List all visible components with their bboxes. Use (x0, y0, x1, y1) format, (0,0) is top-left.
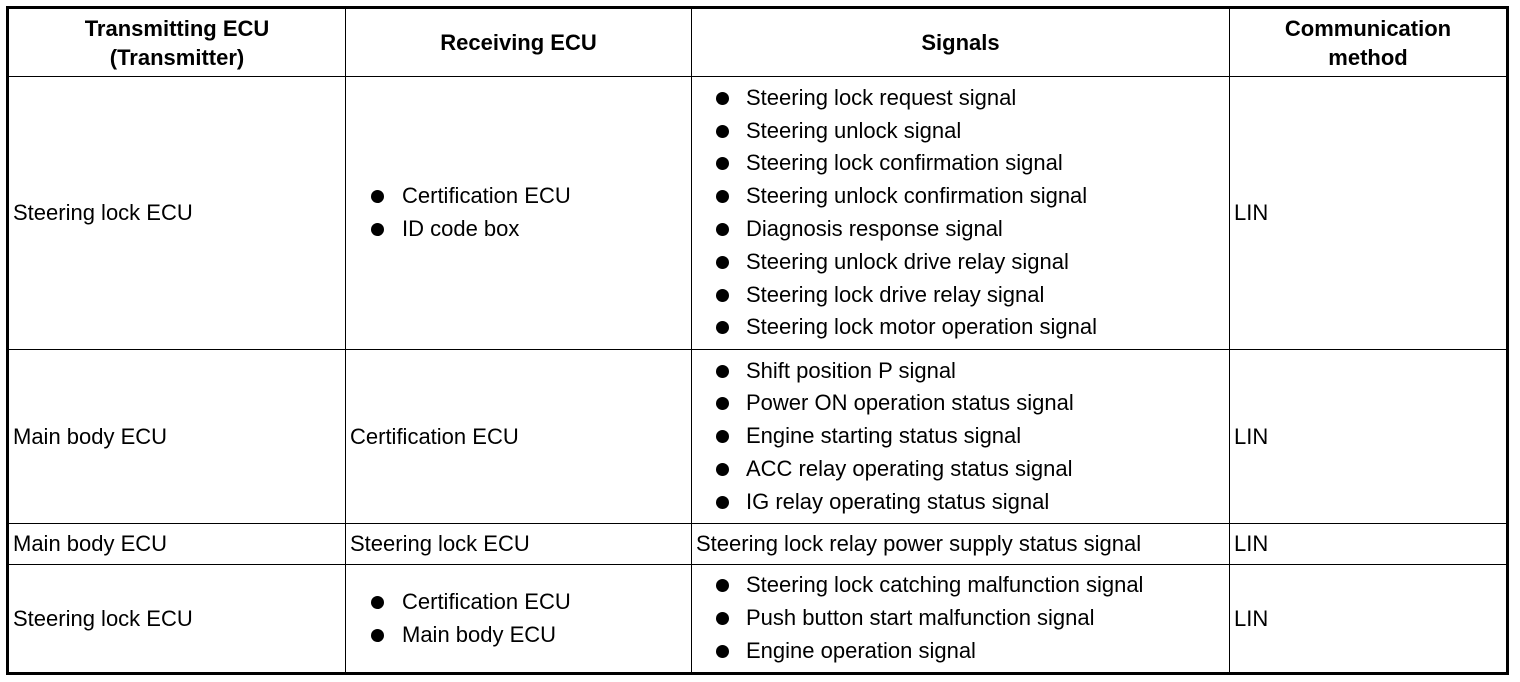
signal-item: Push button start malfunction signal (696, 602, 1225, 635)
signal-item: Steering lock motor operation signal (696, 311, 1225, 344)
signal-list (696, 82, 1225, 344)
receiving-ecu-list (350, 180, 687, 246)
signal-item: ACC relay operating status signal (696, 453, 1225, 486)
communication-method-cell: LIN (1230, 524, 1508, 565)
header-receiving-ecu: Receiving ECU (346, 8, 692, 77)
signals-cell (692, 565, 1230, 674)
signal-item: Power ON operation status signal (696, 387, 1225, 420)
signal-item: Steering lock drive relay signal (696, 279, 1225, 312)
signal-item: Steering unlock signal (696, 115, 1225, 148)
signal-item: Shift position P signal (696, 355, 1225, 388)
transmitting-ecu-cell: Main body ECU (8, 524, 346, 565)
header-row (8, 8, 1508, 77)
receiving-ecu-item: ID code box (350, 213, 687, 246)
signal-item: Steering unlock confirmation signal (696, 180, 1225, 213)
signal-list (696, 569, 1225, 667)
signals-cell: Steering lock relay power supply status signal (692, 524, 1230, 565)
receiving-ecu-cell (346, 565, 692, 674)
header-signals: Signals (692, 8, 1230, 77)
receiving-ecu-cell: Steering lock ECU (346, 524, 692, 565)
communication-method-cell: LIN (1230, 565, 1508, 674)
signal-item: Diagnosis response signal (696, 213, 1225, 246)
table-row (8, 565, 1508, 674)
header-communication-method: Communication method (1230, 8, 1508, 77)
receiving-ecu-item: Certification ECU (350, 180, 687, 213)
receiving-ecu-cell: Certification ECU (346, 350, 692, 524)
signal-item: Steering lock catching malfunction signal (696, 569, 1225, 602)
ecu-communication-table (6, 6, 1509, 675)
table-row (8, 77, 1508, 350)
signal-item: Engine operation signal (696, 635, 1225, 668)
receiving-ecu-item: Certification ECU (350, 586, 687, 619)
signal-item: IG relay operating status signal (696, 486, 1225, 519)
signal-item: Steering lock request signal (696, 82, 1225, 115)
transmitting-ecu-cell: Steering lock ECU (8, 77, 346, 350)
header-transmitting-ecu: Transmitting ECU (Transmitter) (8, 8, 346, 77)
signal-item: Steering lock confirmation signal (696, 147, 1225, 180)
receiving-ecu-list (350, 586, 687, 652)
communication-method-cell: LIN (1230, 77, 1508, 350)
table-header (8, 8, 1508, 77)
transmitting-ecu-cell: Steering lock ECU (8, 565, 346, 674)
transmitting-ecu-cell: Main body ECU (8, 350, 346, 524)
receiving-ecu-item: Main body ECU (350, 619, 687, 652)
signals-cell (692, 77, 1230, 350)
signal-list (696, 355, 1225, 519)
signal-item: Steering unlock drive relay signal (696, 246, 1225, 279)
signal-item: Engine starting status signal (696, 420, 1225, 453)
table-row (8, 350, 1508, 524)
receiving-ecu-cell (346, 77, 692, 350)
communication-method-cell: LIN (1230, 350, 1508, 524)
table-row (8, 524, 1508, 565)
signals-cell (692, 350, 1230, 524)
